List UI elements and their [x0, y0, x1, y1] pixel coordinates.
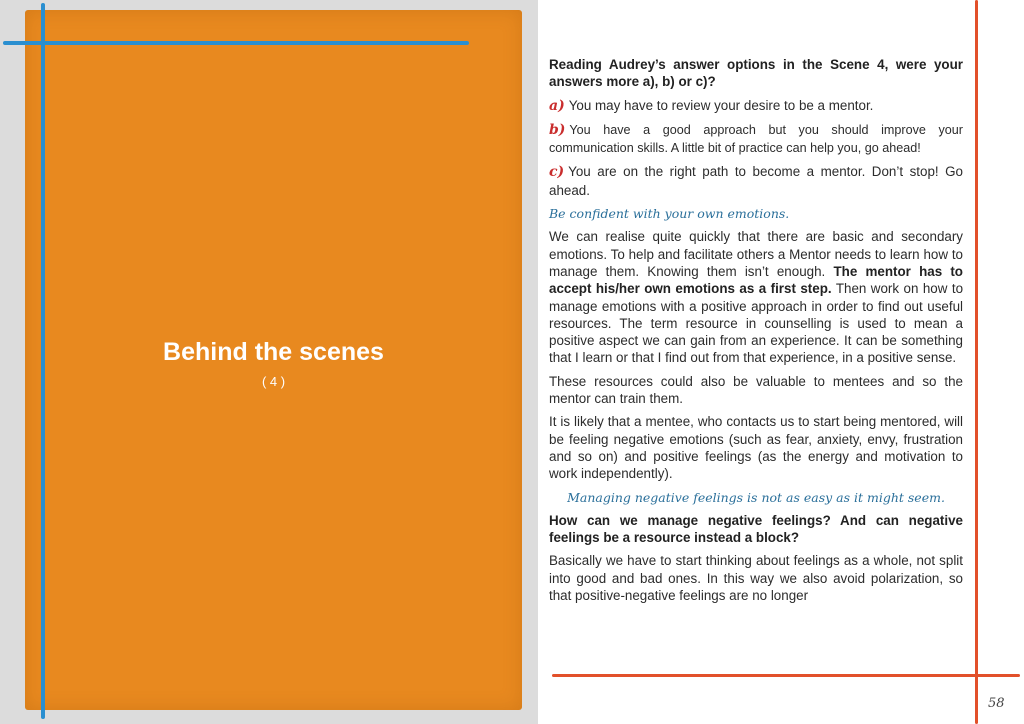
option-a	[549, 97, 963, 115]
text-column	[549, 56, 963, 610]
option-letter: b)	[549, 121, 566, 138]
question-heading: Reading Audrey’s answer options in the Scene 4, were your answers more a), b) or c)?	[549, 57, 963, 90]
question-heading: How can we manage negative feelings? And can negative feelings be a resource instead a block?	[549, 512, 963, 546]
paragraph: Basically we have to start thinking about feelings as a whole, not split into good and bad ones. In this way we also avoid polarization, so that positive-negative feelings are no longer	[549, 553, 963, 604]
page-number: 58	[988, 696, 1005, 711]
red-vertical-rule	[975, 0, 978, 724]
blue-horizontal-rule	[3, 41, 469, 45]
subheading: Be confident with your own emotions.	[549, 206, 790, 222]
option-b	[549, 121, 963, 158]
option-text: You are on the right path to become a mentor. Don’t stop! Go ahead.	[549, 164, 963, 198]
option-letter: c)	[549, 164, 565, 181]
option-c	[549, 163, 963, 199]
paragraph: These resources could also be valuable to mentees and so the mentor can train them.	[549, 373, 963, 407]
paragraph-text: We can realise quite quickly that there are basic and secondary emotions. To help and facilitate others a Mentor needs to learn how to manage them. Knowing them isn’t enough.	[549, 229, 963, 279]
red-horizontal-rule	[552, 674, 1020, 677]
paragraph	[549, 228, 963, 366]
bold-statement: The mentor has to accept his/her own emotions as a first step.	[549, 263, 963, 297]
blue-vertical-rule	[41, 3, 45, 719]
emphasis-line: Managing negative feelings is not as easy as it might seem.	[567, 489, 945, 505]
option-text: You have a good approach but you should improve your communication skills. A little bit of practice can help you, go ahead!	[549, 122, 963, 156]
option-text: You may have to review your desire to be a mentor.	[568, 97, 874, 113]
section-number: ( 4 )	[261, 374, 286, 389]
paragraph: It is likely that a mentee, who contacts us to start being mentored, will be feeling negative emotions (such as fear, anxiety, envy, frustration and so on) and positive feelings (as the energy and motivation to work independently).	[549, 414, 963, 482]
option-letter: a)	[549, 97, 565, 114]
section-title: Behind the scenes	[163, 338, 384, 366]
paragraph-text: Then work on how to manage emotions with a positive approach in order to find out useful resources. The term resource in counselling is used to mean a positive aspect we can gain from an experience. It can be something that I learn or that I find out from that experience, in a positive sense.	[549, 281, 964, 366]
